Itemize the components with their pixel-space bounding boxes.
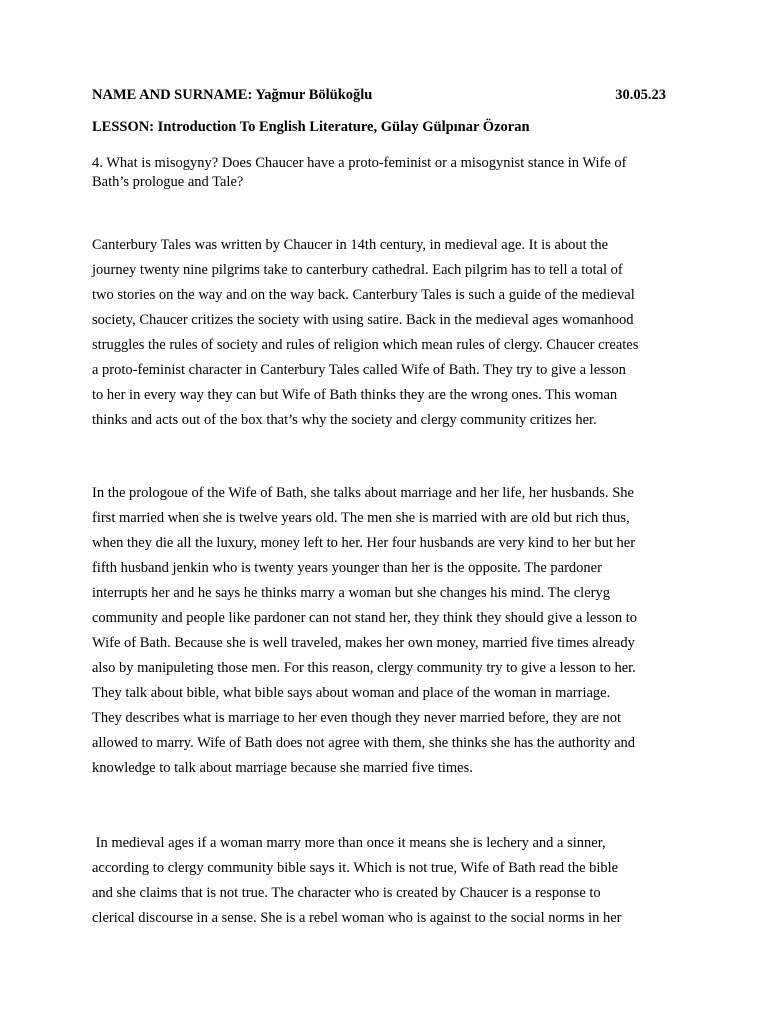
paragraph-line: journey twenty nine pilgrims take to canterbury cathedral. Each pilgrim has to tell a total of [92, 262, 623, 278]
paragraph-line: They talk about bible, what bible says about woman and place of the woman in marriage. [92, 685, 611, 701]
paragraph-line: fifth husband jenkin who is twenty years younger than her is the opposite. The pardoner [92, 560, 602, 576]
question-line: 4. What is misogyny? Does Chaucer have a proto-feminist or a misogynist stance in Wife of [92, 155, 627, 171]
paragraph-2 [92, 481, 672, 781]
question-text [92, 154, 672, 192]
paragraph-line: allowed to marry. Wife of Bath does not agree with them, she thinks she has the authority and [92, 735, 636, 751]
paragraph-line: In medieval ages if a woman marry more than once it means she is lechery and a sinner, [92, 835, 606, 851]
paragraph-line: according to clergy community bible says it. Which is not true, Wife of Bath read the bible [92, 860, 619, 876]
paragraph-line: first married when she is twelve years old. The men she is married with are old but rich thus, [92, 510, 630, 526]
header-row [92, 86, 666, 104]
paragraph-1 [92, 233, 672, 433]
paragraph-line: community and people like pardoner can not stand her, they think they should give a lesson to [92, 610, 638, 626]
paragraph-line: and she claims that is not true. The character who is created by Chaucer is a response to [92, 885, 601, 901]
paragraph-line: two stories on the way and on the way back. Canterbury Tales is such a guide of the medieval [92, 287, 635, 303]
student-name-line: NAME AND SURNAME: Yağmur Bölükoğlu [92, 87, 373, 103]
lesson-line: LESSON: Introduction To English Literature, Gülay Gülpınar Özoran [92, 119, 530, 135]
paragraph-line: when they die all the luxury, money left to her. Her four husbands are very kind to her but her [92, 535, 636, 551]
paragraph-line: a proto-feminist character in Canterbury Tales called Wife of Bath. They try to give a lesson [92, 362, 626, 378]
paragraph-line: clerical discourse in a sense. She is a rebel woman who is against to the social norms in her [92, 910, 622, 926]
paragraph-line: In the prologoue of the Wife of Bath, she talks about marriage and her life, her husbands. She [92, 485, 634, 501]
paragraph-line: knowledge to talk about marriage because she married five times. [92, 760, 473, 776]
paragraph-line: struggles the rules of society and rules of religion which mean rules of clergy. Chaucer creates [92, 337, 639, 353]
paragraph-line: Canterbury Tales was written by Chaucer in 14th century, in medieval age. It is about the [92, 237, 609, 253]
paragraph-line: to her in every way they can but Wife of Bath thinks they are the wrong ones. This woman [92, 387, 618, 403]
date-label: 30.05.23 [615, 87, 666, 103]
paragraph-line: interrupts her and he says he thinks marry a woman but she changes his mind. The cleryg [92, 585, 610, 601]
paragraph-line: Wife of Bath. Because she is well traveled, makes her own money, married five times already [92, 635, 635, 651]
paragraph-3 [92, 831, 672, 931]
paragraph-line: also by manipuleting those men. For this reason, clergy community try to give a lesson to her. [92, 660, 636, 676]
paragraph-line: They describes what is marriage to her even though they never married before, they are not [92, 710, 622, 726]
question-line: Bath’s prologue and Tale? [92, 174, 244, 190]
paragraph-line: thinks and acts out of the box that’s why the society and clergy community critizes her. [92, 412, 597, 428]
paragraph-line: society, Chaucer critizes the society with using satire. Back in the medieval ages womanhood [92, 312, 634, 328]
